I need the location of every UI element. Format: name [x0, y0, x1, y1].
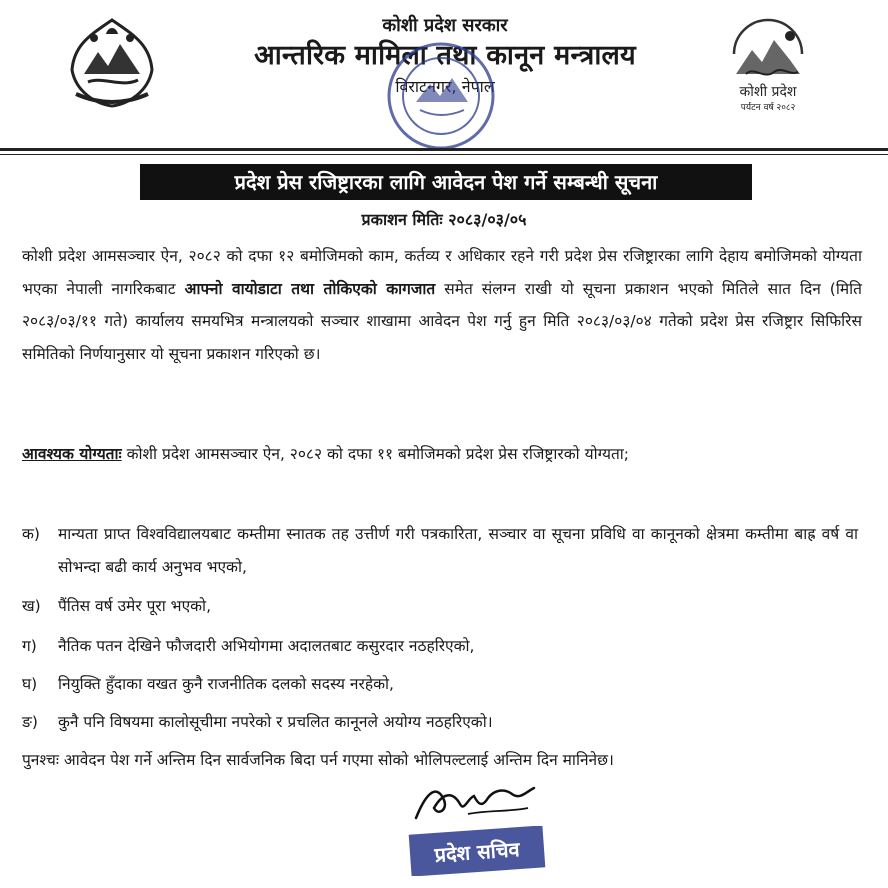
list-item-text: नैतिक पतन देखिने फौजदारी अभियोगमा अदालतबाट कसुरदार नठहरिएको,: [58, 637, 475, 655]
header-divider-thin: [0, 154, 888, 155]
notice-paragraph: [22, 240, 862, 370]
postscript: पुनश्चः आवेदन पेश गर्ने अन्तिम दिन सार्वजनिक बिदा पर्न गएमा सोको भोलिपल्टलाई अन्तिम दिन मानिनेछ।: [22, 751, 614, 769]
list-item-mark: ङ): [22, 713, 38, 731]
list-item-text: कुनै पनि विषयमा कालोसूचीमा नपरेको र प्रचलित कानूनले अयोग्य नठहरिएको।: [58, 713, 493, 731]
paragraph-bold-text: आफ्नो वायोडाटा तथा तोकिएको कागजात: [184, 279, 436, 298]
list-item-text: मान्यता प्राप्त विश्वविद्यालयबाट कम्तीमा स्नातक तह उत्तीर्ण गरी पत्रकारिता, सञ्चार वा सूचना प्रविधि वा कानूनको क्षेत्रमा कम्तीमा बाह्र वर्ष वा सोभन्दा बढी कार्य अनुभव भएको,: [58, 525, 858, 576]
list-item-mark: ख): [22, 597, 41, 615]
header-divider-thick: [0, 148, 888, 151]
list-item-mark: घ): [22, 675, 38, 693]
qualification-text: कोशी प्रदेश आमसञ्चार ऐन, २०८२ को दफा ११ बमोजिमको प्रदेश प्रेस रजिष्ट्रारको योग्यता;: [121, 445, 630, 463]
notice-title: प्रदेश प्रेस रजिष्ट्रारका लागि आवेदन पेश गर्ने सम्बन्धी सूचना: [140, 164, 752, 200]
logo-right-subtitle: पर्यटन वर्ष २०८२: [740, 103, 796, 113]
paragraph-text-end: समेत संलग्न राखी यो सूचना प्रकाशन भएको मितिले सात दिन (मिति २०८३/०३/११ गते) कार्यालय समयभित्र मन्त्रालयको सञ्चार शाखामा आवेदन पेश गर्नु हुन मिति २०८३/०३/०४ गतेको प्रदेश प्रेस रजिष्ट्रार सिफिरिस समितिको निर्णयानुसार यो सूचना प्रकाशन गरिएको छ।: [22, 279, 862, 363]
list-item: [22, 518, 862, 583]
list-item: [22, 668, 862, 701]
office-location: विराटनगर, नेपाल: [395, 77, 495, 96]
logo-right-title: कोशी प्रदेश: [739, 84, 797, 100]
secretary-stamp-icon: [408, 826, 546, 876]
list-item-text: नियुक्ति हुँदाका वखत कुनै राजनीतिक दलको सदस्य नरहेको,: [58, 675, 394, 693]
publication-date: प्रकाशन मितिः २०८३/०३/०५: [361, 210, 527, 229]
signature-icon: [408, 778, 548, 828]
list-item-text: पैंतिस वर्ष उमेर पूरा भएको,: [58, 597, 211, 615]
ministry-seal-icon: [386, 40, 496, 152]
qualification-heading: [22, 438, 862, 471]
nepal-emblem-icon: [62, 14, 162, 110]
list-item: [22, 706, 862, 739]
ministry-name: आन्तरिक मामिला तथा कानून मन्त्रालय: [254, 40, 636, 71]
koshi-tourism-logo-icon: [718, 16, 818, 114]
qualification-label: आवश्यक योग्यताः: [22, 445, 122, 463]
list-item: [22, 630, 862, 663]
list-item: [22, 590, 862, 623]
list-item-mark: क): [22, 525, 40, 543]
paragraph-text-start: कोशी प्रदेश आमसञ्चार ऐन, २०८२ को दफा १२ बमोजिमको काम, कर्तव्य र अधिकार रहने गरी प्रदेश प्रेस रजिष्ट्रारका लागि देहाय बमोजिमको योग्यता भएका नेपाली नागरिकबाट: [22, 247, 862, 298]
government-name: कोशी प्रदेश सरकार: [382, 15, 508, 36]
secretary-stamp-text: प्रदेश सचिव: [433, 837, 521, 867]
list-item-mark: ग): [22, 637, 37, 655]
